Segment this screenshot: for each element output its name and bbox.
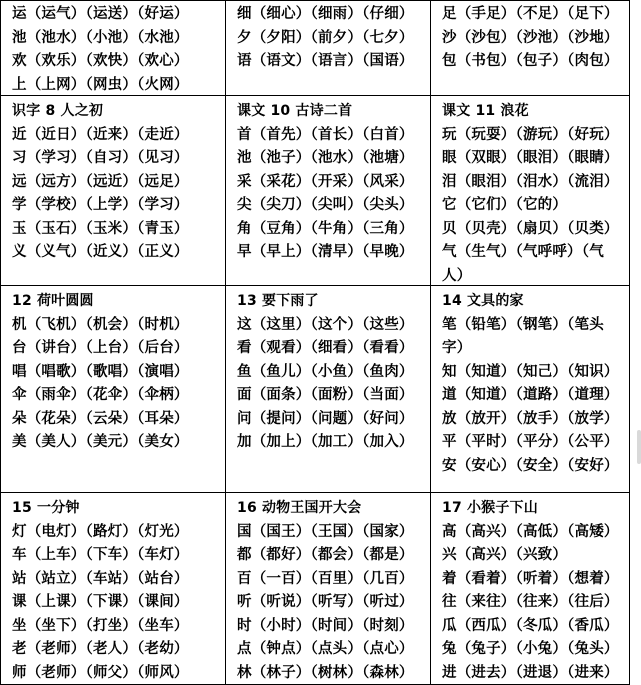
- word-line: 道（知道）（道路）（道理）: [442, 387, 619, 403]
- word-line: 玩（玩耍）（游玩）（好玩）: [442, 126, 619, 143]
- cell-r0-c1: [225, 0, 431, 96]
- word-line: 问（提问）（问题）（好问）: [237, 410, 414, 427]
- word-line: 师（老师）（师父）（师风）: [12, 664, 189, 681]
- word-line: 沙（沙包）（沙池）（沙地）: [442, 29, 619, 46]
- word-line: 首（首先）（首长）（白首）: [237, 126, 414, 143]
- cell-r2-c2: [430, 285, 630, 493]
- word-line: 百（一百）（百里）（几百）: [237, 570, 414, 587]
- lesson-title: 15 一分钟: [12, 500, 80, 516]
- word-line: 灯（电灯）（路灯）（灯光）: [12, 523, 189, 540]
- word-line: 这（这里）（这个）（这些）: [237, 316, 414, 333]
- word-line: 鱼（鱼儿）（小鱼）（鱼肉）: [237, 363, 414, 380]
- word-line: 伞（雨伞）（花伞）（伞柄）: [12, 387, 189, 403]
- word-line: 尖（尖刀）（尖叫）（尖头）: [237, 197, 414, 213]
- word-line: 林（林子）（树林）（森林）: [237, 664, 414, 681]
- word-line: 泪（眼泪）（泪水）（流泪）: [442, 173, 619, 190]
- word-line: 唱（唱歌）（歌唱）（演唱）: [12, 363, 189, 380]
- lesson-title: 课文 11 浪花: [442, 103, 529, 119]
- cell-r0-c0: [0, 0, 226, 96]
- word-line: 看（观看）（细看）（看看）: [237, 340, 414, 356]
- word-line: 朵（花朵）（云朵）（耳朵）: [12, 410, 189, 427]
- lesson-title: 识字 8 人之初: [12, 103, 104, 119]
- word-line: 欢（欢乐）（欢快）（欢心）: [12, 53, 189, 69]
- word-line: 放（放开）（放手）（放学）: [442, 410, 619, 427]
- word-line: 眼（双眼）（眼泪）（眼睛）: [442, 150, 619, 166]
- word-line: 气（生气）（气呼呼）（气人）: [442, 244, 604, 284]
- word-line: 点（钟点）（点头）（点心）: [237, 641, 414, 657]
- cell-r3-c2: [430, 492, 630, 685]
- word-line: 安（安心）（安全）（安好）: [442, 457, 619, 474]
- cell-r1-c0: [0, 95, 226, 286]
- word-line: 远（远方）（远近）（远足）: [12, 173, 189, 190]
- word-line: 玉（玉石）（玉米）（青玉）: [12, 220, 189, 237]
- lesson-title: 14 文具的家: [442, 293, 524, 309]
- word-line: 机（飞机）（机会）（时机）: [12, 316, 189, 333]
- word-line: 包（书包）（包子）（肉包）: [442, 53, 619, 69]
- word-line: 进（进去）（进退）（进来）: [442, 664, 619, 681]
- word-line: 老（老师）（老人）（老幼）: [12, 641, 189, 657]
- word-line: 课（上课）（下课）（课间）: [12, 594, 189, 610]
- word-line: 往（来往）（往来）（往后）: [442, 594, 619, 610]
- cell-r2-c1: [225, 285, 431, 493]
- word-line: 美（美人）（美元）（美女）: [12, 434, 189, 450]
- word-line: 近（近日）（近来）（走近）: [12, 126, 189, 143]
- word-line: 都（都好）（都会）（都是）: [237, 547, 414, 563]
- word-line: 坐（坐下）（打坐）（坐车）: [12, 617, 189, 634]
- word-line: 细（细心）（细雨）（仔细）: [237, 6, 414, 22]
- word-line: 着（看着）（听着）（想着）: [442, 570, 619, 587]
- lesson-title: 16 动物王国开大会: [237, 500, 362, 516]
- word-line: 习（学习）（自习）（见习）: [12, 150, 189, 166]
- word-line: 兔（兔子）（小兔）（兔头）: [442, 641, 619, 657]
- word-line: 上（上网）（网虫）（火网）: [12, 76, 189, 93]
- cell-r1-c1: [225, 95, 431, 286]
- cell-r2-c0: [0, 285, 226, 493]
- word-line: 足（手足）（不足）（足下）: [442, 6, 619, 22]
- word-line: 它（它们）（它的）: [442, 197, 568, 213]
- scrollbar-thumb[interactable]: [637, 430, 641, 464]
- word-line: 高（高兴）（高低）（高矮）: [442, 523, 619, 540]
- word-line: 贝（贝壳）（扇贝）（贝类）: [442, 220, 619, 237]
- word-line: 义（义气）（近义）（正义）: [12, 244, 189, 260]
- word-line: 加（加上）（加工）（加入）: [237, 434, 414, 450]
- cell-r1-c2: [430, 95, 630, 286]
- word-line: 听（听说）（听写）（听过）: [237, 594, 414, 610]
- word-line: 学（学校）（上学）（学习）: [12, 197, 189, 213]
- word-line: 站（站立）（车站）（站台）: [12, 570, 189, 587]
- lesson-title: 12 荷叶圆圆: [12, 293, 94, 309]
- lesson-title: 17 小猴子下山: [442, 500, 538, 516]
- cell-r0-c2: [430, 0, 630, 96]
- word-line: 角（豆角）（牛角）（三角）: [237, 220, 414, 237]
- word-line: 平（平时）（平分）（公平）: [442, 434, 619, 450]
- word-line: 池（池水）（小池）（水池）: [12, 29, 189, 46]
- word-line: 夕（夕阳）（前夕）（七夕）: [237, 29, 414, 46]
- word-line: 时（小时）（时间）（时刻）: [237, 617, 414, 634]
- word-line: 池（池子）（池水）（池塘）: [237, 150, 414, 166]
- word-line: 语（语文）（语言）（国语）: [237, 53, 414, 69]
- cell-r3-c0: [0, 492, 226, 685]
- cell-r3-c1: [225, 492, 431, 685]
- word-line: 面（面条）（面粉）（当面）: [237, 387, 414, 403]
- word-line: 国（国王）（王国）（国家）: [237, 523, 414, 540]
- lesson-title: 课文 10 古诗二首: [237, 103, 353, 119]
- word-line: 瓜（西瓜）（冬瓜）（香瓜）: [442, 617, 619, 634]
- word-line: 知（知道）（知己）（知识）: [442, 363, 619, 380]
- lesson-title: 13 要下雨了: [237, 293, 319, 309]
- word-line: 笔（铅笔）（钢笔）（笔头字）: [442, 316, 604, 356]
- word-line: 运（运气）（运送）（好运）: [12, 6, 189, 22]
- word-line: 采（采花）（开采）（风采）: [237, 173, 414, 190]
- word-line: 兴（高兴）（兴致）: [442, 547, 568, 563]
- word-line: 车（上车）（下车）（车灯）: [12, 547, 189, 563]
- word-line: 早（早上）（清早）（早晚）: [237, 244, 414, 260]
- word-line: 台（讲台）（上台）（后台）: [12, 340, 189, 356]
